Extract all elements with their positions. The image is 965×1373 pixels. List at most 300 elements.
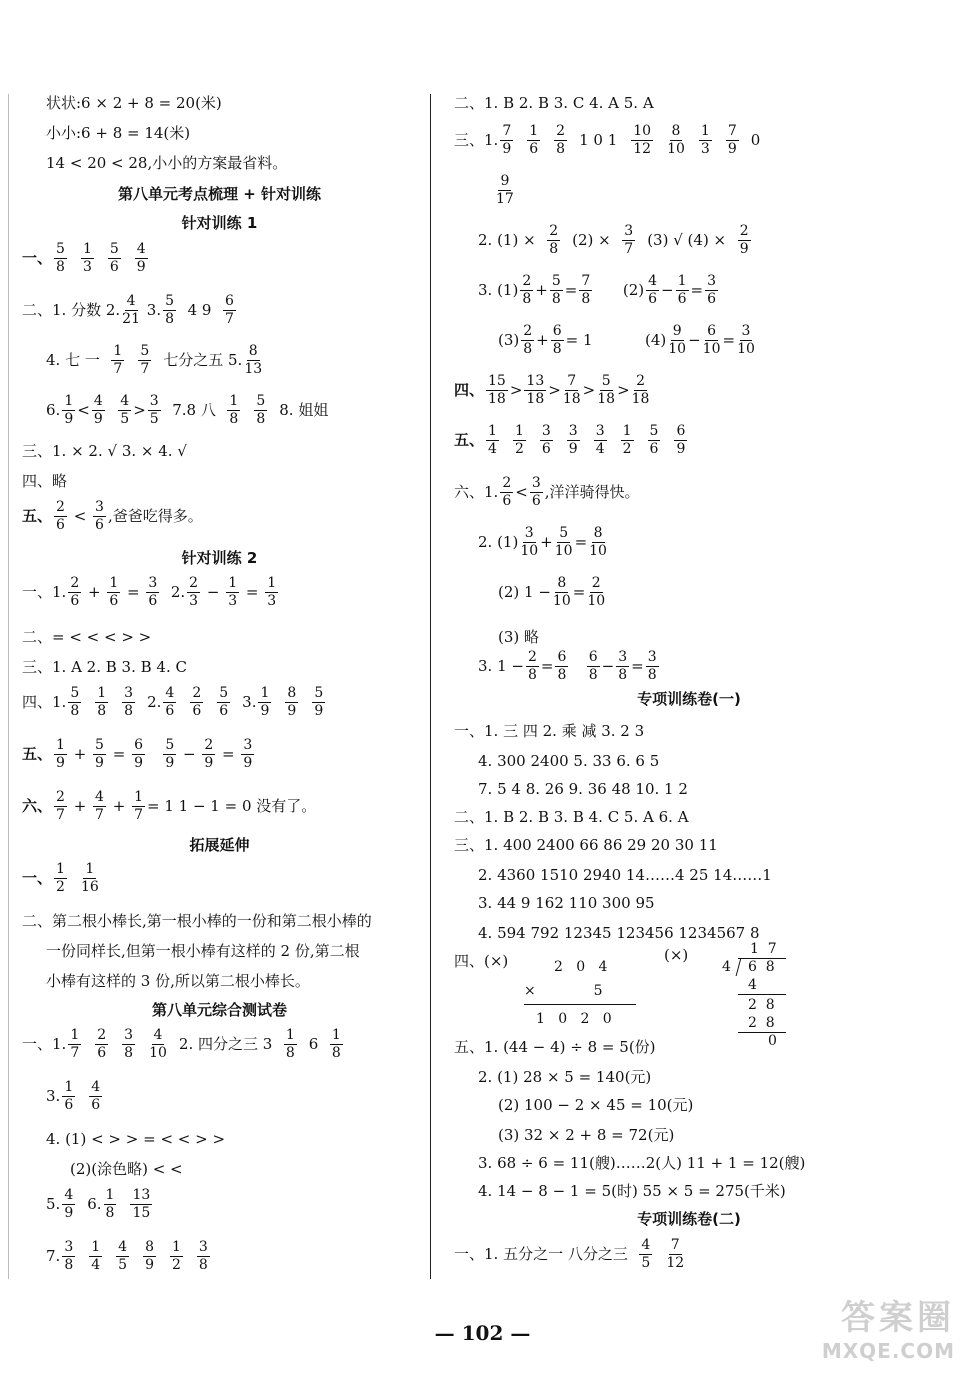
fraction (122, 1028, 135, 1060)
numerator: 1 (229, 393, 239, 409)
denominator: 10 (702, 340, 721, 357)
numerator: 8 (557, 575, 567, 591)
numerator: 1 (677, 273, 687, 289)
answer-line (454, 124, 760, 156)
fraction (149, 1028, 167, 1060)
fraction (631, 124, 653, 156)
text-segment: 7. (46, 1246, 61, 1265)
answer-line: (3) 32 × 2 + 8 = 72(元) (498, 1126, 675, 1144)
fraction (648, 424, 661, 456)
numerator: 3 (647, 649, 657, 665)
numerator: 6 (557, 649, 567, 665)
answer-line: 7. 5 4 8. 26 9. 36 48 10. 1 2 (478, 780, 688, 798)
text-segment: + (540, 532, 553, 551)
denominator: 8 (588, 666, 598, 683)
denominator: 6 (56, 516, 65, 533)
text-segment: = (722, 330, 736, 349)
answer-line: (3) 略 (498, 628, 540, 646)
fraction (111, 344, 124, 376)
fraction (107, 576, 120, 608)
fraction (738, 224, 751, 256)
numerator: 3 (524, 525, 534, 541)
numerator: 4 (136, 241, 146, 257)
numerator: 2 (591, 575, 601, 591)
numerator: 6 (588, 649, 598, 665)
fraction (62, 1080, 75, 1112)
numerator: 1 (97, 685, 107, 701)
numerator: 1 (85, 861, 95, 877)
answer-line (454, 650, 661, 682)
text-segment: ,洋洋骑得快。 (544, 482, 640, 501)
denominator: 4 (488, 440, 497, 457)
numerator: 2 (527, 649, 537, 665)
numerator: 3 (595, 423, 605, 439)
fraction (254, 394, 267, 426)
numerator: 2 (556, 123, 566, 139)
denominator: 3 (189, 592, 199, 609)
text-segment: (2) (622, 280, 645, 299)
numerator: 1 (285, 1027, 295, 1043)
answer-line (22, 686, 337, 718)
text-line: 14 < 20 < 28,小小的方案最省料。 (46, 154, 288, 172)
denominator: 2 (622, 440, 632, 457)
text-line: 小小:6 + 8 = 14(米) (46, 124, 191, 142)
text-segment: (3) (498, 330, 520, 349)
denominator: 17 (496, 190, 514, 207)
numerator: 1 (267, 575, 277, 591)
numerator: 3 (243, 737, 253, 753)
denominator: 7 (624, 240, 634, 257)
numerator: 2 (70, 575, 80, 591)
answer-line (22, 790, 316, 822)
text-segment: 2. (1) × (478, 230, 536, 249)
numerator: 8 (593, 525, 603, 541)
denominator: 7 (95, 806, 104, 823)
denominator: 6 (677, 290, 687, 307)
text-segment: = (241, 582, 264, 601)
vertical-multiplication (514, 960, 626, 1030)
fraction (118, 394, 131, 426)
denominator: 2 (172, 1256, 181, 1273)
denominator: 6 (97, 1044, 107, 1061)
numerator: 2 (56, 789, 65, 805)
denominator: 8 (165, 310, 175, 327)
fraction (68, 576, 81, 608)
answer-line: 4. 14 − 8 − 1 = 5(时) 55 × 5 = 275(千米) (478, 1182, 786, 1200)
text-segment: 7.8 八 (172, 400, 216, 419)
denominator: 3 (700, 140, 710, 157)
fraction (226, 576, 239, 608)
fraction (703, 324, 721, 356)
numerator: 3 (618, 649, 628, 665)
denominator: 6 (707, 290, 717, 307)
fraction (54, 500, 67, 532)
fraction (95, 686, 108, 718)
numerator: 6 (134, 737, 143, 753)
fraction (551, 324, 564, 356)
fraction (705, 274, 718, 306)
numerator: 1 (56, 737, 65, 753)
fraction (555, 650, 568, 682)
denominator: 9 (145, 1256, 154, 1273)
fraction (646, 650, 659, 682)
fraction (646, 274, 659, 306)
text-segment: < (68, 506, 92, 525)
long-division (716, 942, 796, 1052)
numerator: 2 (549, 223, 559, 239)
text-line: 一份同样长,但第一根小棒有这样的 2 份,第二根 (46, 942, 360, 960)
numerator: 7 (567, 373, 577, 389)
text-segment: (4) (645, 330, 667, 349)
fraction (547, 224, 560, 256)
denominator: 6 (70, 592, 80, 609)
fraction (486, 424, 499, 456)
denominator: 5 (118, 1256, 128, 1273)
text-segment: = (564, 280, 578, 299)
step: 2 8 (748, 1015, 775, 1031)
text-segment: 四、1. (22, 692, 67, 711)
denominator: 8 (198, 1256, 208, 1273)
fraction (520, 274, 533, 306)
rule-line (738, 994, 786, 995)
numerator: 8 (248, 343, 258, 359)
section-heading: 第八单元综合测试卷 (151, 1001, 287, 1019)
denominator: 6 (148, 592, 158, 609)
numerator: 1 (260, 685, 270, 701)
text-segment: 一、1. (22, 1034, 67, 1053)
watermark-logo (785, 1290, 955, 1370)
denominator: 5 (641, 1254, 651, 1271)
denominator: 9 (56, 754, 65, 771)
answer-line (454, 274, 720, 306)
divisor: 4 (722, 959, 731, 975)
numerator: 5 (601, 373, 611, 389)
answer-line: 4. 300 2400 5. 33 6. 6 5 (478, 752, 660, 770)
fraction (513, 424, 526, 456)
text-segment: 3. (46, 1086, 61, 1105)
answer-line (498, 576, 607, 608)
numerator: 3 (541, 423, 551, 439)
denominator: 6 (502, 492, 512, 509)
text-segment: 3. 1 − (478, 656, 524, 675)
numerator: 1 (56, 861, 65, 877)
text-segment: + (83, 582, 106, 601)
numerator: 1 (109, 575, 119, 591)
watermark-text: 答案圈 (841, 1298, 955, 1338)
denominator: 8 (549, 240, 559, 257)
text-segment: = (631, 656, 644, 675)
numerator: 5 (95, 737, 104, 753)
numerator: 3 (624, 223, 634, 239)
text-segment: 七分之五 5. (163, 350, 243, 369)
denominator: 8 (124, 1044, 134, 1061)
multiplier: × 5 (524, 983, 603, 999)
denominator: 5 (149, 410, 159, 427)
fraction (639, 1238, 652, 1270)
denominator: 8 (64, 1256, 74, 1273)
product: 1 0 2 0 (536, 1011, 612, 1027)
fraction (116, 1240, 129, 1272)
fraction (520, 526, 538, 558)
answer-line: 2. 4360 1510 2940 14……4 25 14……1 (478, 866, 772, 884)
numerator: 2 (189, 575, 199, 591)
rule-line (738, 1032, 786, 1033)
text-segment: ,爸爸吃得多。 (107, 506, 203, 525)
fraction (622, 224, 635, 256)
denominator: 6 (109, 592, 119, 609)
numerator: 4 (126, 293, 136, 309)
fraction (54, 242, 67, 274)
text-segment: 六、1. (454, 482, 499, 501)
fraction (68, 1028, 81, 1060)
text-segment: < (515, 482, 528, 501)
denominator: 9 (502, 140, 512, 157)
denominator: 3 (228, 592, 238, 609)
text-segment: − (202, 582, 225, 601)
fraction (674, 424, 687, 456)
fraction (138, 344, 151, 376)
text-segment: = (572, 582, 586, 601)
text-segment: 二、1. 分数 2. (22, 300, 121, 319)
answer-line: 三、1. 400 2400 66 86 29 20 30 11 (454, 836, 718, 854)
text-segment: = (107, 744, 131, 763)
answer-line: (2) 100 − 2 × 45 = 10(元) (498, 1096, 694, 1114)
answer-line: 一、1. 三 四 2. 乘 减 3. 2 3 (454, 722, 645, 740)
text-segment: 6. (46, 400, 61, 419)
answer-line: 4. (1) < > > = < < > > (46, 1130, 226, 1148)
answer-line (22, 500, 203, 532)
denominator: 9 (314, 702, 324, 719)
numerator: 13 (526, 373, 545, 389)
answer-line (22, 394, 328, 426)
denominator: 10 (737, 340, 755, 357)
text-segment: 三、1. (454, 130, 499, 149)
numerator: 5 (109, 241, 119, 257)
denominator: 6 (649, 440, 659, 457)
numerator: 5 (551, 273, 561, 289)
denominator: 8 (551, 290, 561, 307)
text-segment: 五、 (22, 744, 53, 763)
fraction (737, 324, 755, 356)
answer-line: (2)(涂色略) < < (70, 1160, 183, 1178)
fraction (108, 242, 121, 274)
numerator: 4 (641, 1237, 651, 1253)
denominator: 8 (618, 666, 628, 683)
denominator: 8 (124, 702, 134, 719)
numerator: 6 (552, 323, 562, 339)
numerator: 5 (314, 685, 324, 701)
fraction (202, 738, 215, 770)
fraction (486, 374, 508, 406)
division-bracket (736, 958, 742, 976)
numerator: 4 (91, 1079, 101, 1095)
numerator: 2 (523, 323, 533, 339)
answer-line (22, 1240, 222, 1272)
denominator: 6 (529, 140, 539, 157)
denominator: 7 (134, 806, 143, 823)
text-segment: 3. (242, 692, 257, 711)
text-segment: 3. (146, 300, 162, 319)
text-segment: − (178, 744, 201, 763)
fraction (132, 790, 145, 822)
section-heading: 拓展延伸 (189, 836, 250, 854)
fraction (163, 294, 176, 326)
text-line: 二、第二根小棒长,第一根小棒的一份和第二根小棒的 (22, 912, 372, 930)
numerator: 4 (165, 685, 175, 701)
denominator: 8 (552, 340, 562, 357)
fraction (163, 738, 176, 770)
denominator: 7 (140, 360, 150, 377)
numerator: 5 (56, 241, 65, 257)
answer-line (454, 1238, 686, 1270)
fraction (699, 124, 712, 156)
fraction (258, 686, 271, 718)
denominator: 10 (520, 542, 539, 559)
denominator: 8 (556, 140, 566, 157)
text-segment: 1 0 1 (579, 130, 618, 149)
fraction (122, 686, 135, 718)
multiplicand: 2 0 4 (554, 959, 608, 975)
fraction (54, 790, 67, 822)
fraction (217, 686, 230, 718)
fraction (265, 576, 278, 608)
answer-line: 五、1. (44 − 4) ÷ 8 = 5(份) (454, 1038, 656, 1056)
section-heading: 专项训练卷(二) (637, 1210, 741, 1228)
text-segment: 五、 (454, 430, 485, 449)
numerator: 1 (64, 393, 74, 409)
numerator: 8 (145, 1239, 154, 1255)
denominator: 8 (229, 410, 239, 427)
denominator: 18 (488, 390, 506, 407)
answer-line (22, 294, 238, 326)
answer-line: 二、= < < < > > (22, 628, 152, 646)
numerator: 3 (568, 423, 578, 439)
denominator: 6 (648, 290, 658, 307)
numerator: 3 (707, 273, 717, 289)
denominator: 9 (95, 754, 104, 771)
text-segment: = 1 1 − 1 = 0 没有了。 (147, 796, 317, 815)
numerator: 1 (82, 241, 92, 257)
numerator: 5 (219, 685, 229, 701)
denominator: 6 (95, 516, 104, 533)
fraction (62, 1240, 75, 1272)
fraction (89, 1080, 102, 1112)
fraction (500, 476, 513, 508)
fraction (241, 738, 254, 770)
numerator: 9 (672, 323, 682, 339)
text-segment: = (122, 582, 145, 601)
numerator: 10 (633, 123, 652, 139)
denominator: 9 (676, 440, 686, 457)
numerator: 1 (113, 343, 123, 359)
fraction (553, 576, 571, 608)
fraction (93, 500, 106, 532)
numerator: 1 (91, 1239, 101, 1255)
fraction (567, 424, 580, 456)
numerator: 4 (93, 393, 103, 409)
answer-line (22, 1028, 345, 1060)
text-segment: 四、 (454, 380, 485, 399)
fraction (527, 124, 540, 156)
text-segment: (3) √ (4) × (647, 230, 727, 249)
text-segment: + (535, 280, 548, 299)
step: 4 (748, 977, 757, 993)
section-heading: 专项训练卷(一) (637, 690, 741, 708)
denominator: 8 (256, 410, 266, 427)
text-segment: 6. (87, 1194, 102, 1213)
text-line: 状状:6 × 2 + 8 = 20(米) (46, 94, 222, 112)
dividend: 6 8 (748, 959, 775, 975)
fraction (563, 374, 581, 406)
text-segment: + (68, 796, 92, 815)
denominator: 6 (531, 492, 541, 509)
denominator: 15 (132, 1204, 151, 1221)
fraction (524, 374, 546, 406)
numerator: 3 (124, 685, 134, 701)
fraction (666, 1238, 684, 1270)
fraction (163, 686, 176, 718)
remainder: 0 (768, 1033, 777, 1049)
text-segment: 一、1. (22, 582, 67, 601)
numerator: 3 (149, 393, 159, 409)
fraction (146, 576, 159, 608)
text-segment: > (617, 380, 630, 399)
denominator: 8 (70, 702, 80, 719)
numerator: 1 (70, 1027, 80, 1043)
fraction (554, 124, 567, 156)
fraction (190, 686, 203, 718)
numerator: 5 (559, 525, 569, 541)
answer-line: 三、1. A 2. B 3. B 4. C (22, 658, 187, 676)
numerator: 1 (64, 1079, 74, 1095)
answer-line (22, 738, 256, 770)
fraction (500, 124, 513, 156)
denominator: 9 (136, 258, 146, 275)
numerator: 5 (256, 393, 266, 409)
quotient: 1 7 (750, 941, 777, 957)
denominator: 2 (514, 440, 524, 457)
denominator: 10 (667, 140, 685, 157)
text-segment: = (690, 280, 704, 299)
fraction (285, 686, 298, 718)
denominator: 13 (244, 360, 263, 377)
numerator: 13 (132, 1187, 151, 1203)
denominator: 10 (589, 542, 607, 559)
denominator: 8 (105, 1204, 115, 1221)
denominator: 3 (82, 258, 92, 275)
denominator: 6 (192, 702, 202, 719)
denominator: 12 (666, 1254, 685, 1271)
numerator: 5 (165, 737, 175, 753)
fraction (621, 424, 634, 456)
fraction (148, 394, 161, 426)
denominator: 6 (541, 440, 551, 457)
text-segment: 一、1. 五分之一 八分之三 (454, 1244, 628, 1263)
numerator: 8 (287, 685, 297, 701)
text-segment: = 1 (565, 330, 593, 349)
numerator: 3 (64, 1239, 74, 1255)
text-segment: < (77, 400, 90, 419)
denominator: 8 (285, 1044, 295, 1061)
denominator: 9 (739, 240, 749, 257)
numerator: 2 (56, 499, 65, 515)
answer-line (454, 224, 753, 256)
fraction (726, 124, 739, 156)
fraction (197, 1240, 210, 1272)
answer-line: 四、略 (22, 472, 68, 490)
fraction (312, 686, 325, 718)
text-segment: = (540, 656, 554, 675)
